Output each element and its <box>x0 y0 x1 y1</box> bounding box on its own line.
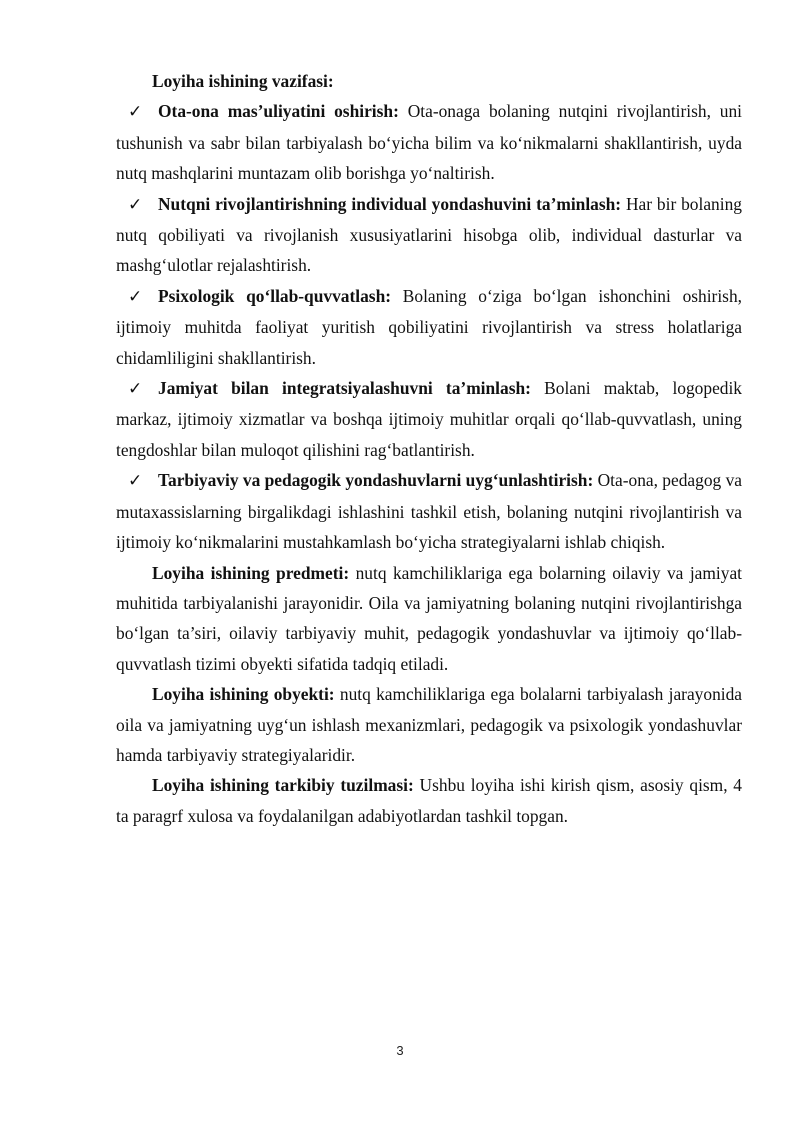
bullet-text: Ota-onaga bolaning nutqini rivojlantirish, uni tushunish va sabr bilan tarbiyalash bo‘yicha bilim va ko‘nikmalarni shakllantirish, uyda nutq mashqlarini muntazam olib borishga yo‘naltirish. <box>116 101 742 184</box>
document-body <box>116 66 742 831</box>
paragraph-structure <box>116 770 742 831</box>
bullet-text: Bolaning o‘ziga bo‘lgan ishonchini oshirish, ijtimoiy muhitda faoliyat yuritish qobiliyatini rivojlantirish va stress holatlariga chidamliligini shakllantirish. <box>116 285 742 368</box>
section-heading-tasks: Loyiha ishining vazifasi: <box>152 71 334 91</box>
paragraph-text: Ushbu loyiha ishi kirish qism, asosiy qism, 4 ta paragrf xulosa va foydalanilgan adabiyotlardan tashkil topgan. <box>116 775 742 826</box>
paragraph-object <box>116 679 742 770</box>
bullet-text: Har bir bolaning nutq qobiliyati va rivojlanish xususiyatlarini hisobga olib, individual dasturlar va mashg‘ulotlar rejalashtirish. <box>116 193 742 276</box>
checkmark-icon: ✓ <box>128 194 143 215</box>
bullet-lead: Ota-ona mas’uliyatini oshirish: <box>158 101 399 122</box>
paragraph-text: nutq kamchiliklariga ega bolarning oilaviy va jamiyat muhitida tarbiyalanishi jarayonidir. Oila va jamiyatning bolaning nutqini rivojlantirishga bo‘lgan ta’siri, oilaviy tarbiyaviy muhit, pedagogik yondashuvlar va ijtimoiy qo‘llab-quvvatlash tizimi obyekti sifatida tadqiq etiladi. <box>116 562 742 674</box>
task-bullet-4 <box>116 373 742 465</box>
checkmark-icon: ✓ <box>128 102 143 123</box>
bullet-lead: Jamiyat bilan integratsiyalashuvni ta’minlash: <box>158 378 531 399</box>
bullet-text: Bolani maktab, logopedik markaz, ijtimoiy xizmatlar va boshqa ijtimoiy muhitlar orqali qo‘llab-quvvatlash, uning tengdoshlar bilan muloqot qilishini rag‘batlantirish. <box>116 378 743 460</box>
paragraph-subject <box>116 558 742 680</box>
bullet-text: Ota-ona, pedagog va mutaxassislarning birgalikdagi ishlashini tashkil etish, bolaning nutqini rivojlantirish va ijtimoiy ko‘nikmalarini mustahkamlash bo‘yicha strategiyalarni ishlab chiqish. <box>116 470 742 553</box>
task-bullet-3 <box>116 281 742 373</box>
paragraph-lead: Loyiha ishining predmeti: <box>152 562 350 583</box>
paragraph-lead: Loyiha ishining obyekti: <box>152 684 335 705</box>
bullet-lead: Tarbiyaviy va pedagogik yondashuvlarni uyg‘unlashtirish: <box>158 470 594 491</box>
paragraph-text: nutq kamchiliklariga ega bolalarni tarbiyalash jarayonida oila va jamiyatning uyg‘un ishlash mexanizmlari, pedagogik va psixologik yondashuvlar hamda tarbiyaviy strategiyalaridir. <box>116 684 743 765</box>
task-bullet-1 <box>116 96 742 188</box>
checkmark-icon: ✓ <box>128 471 143 492</box>
checkmark-icon: ✓ <box>128 286 143 307</box>
task-bullet-5 <box>116 465 742 557</box>
paragraph-lead: Loyiha ishining tarkibiy tuzilmasi: <box>152 775 414 796</box>
bullet-lead: Psixologik qo‘llab-quvvatlash: <box>158 285 392 306</box>
checkmark-icon: ✓ <box>128 379 143 400</box>
page-number: 3 <box>396 1043 404 1058</box>
bullet-lead: Nutqni rivojlantirishning individual yondashuvini ta’minlash: <box>158 193 622 214</box>
task-bullet-2 <box>116 189 742 281</box>
